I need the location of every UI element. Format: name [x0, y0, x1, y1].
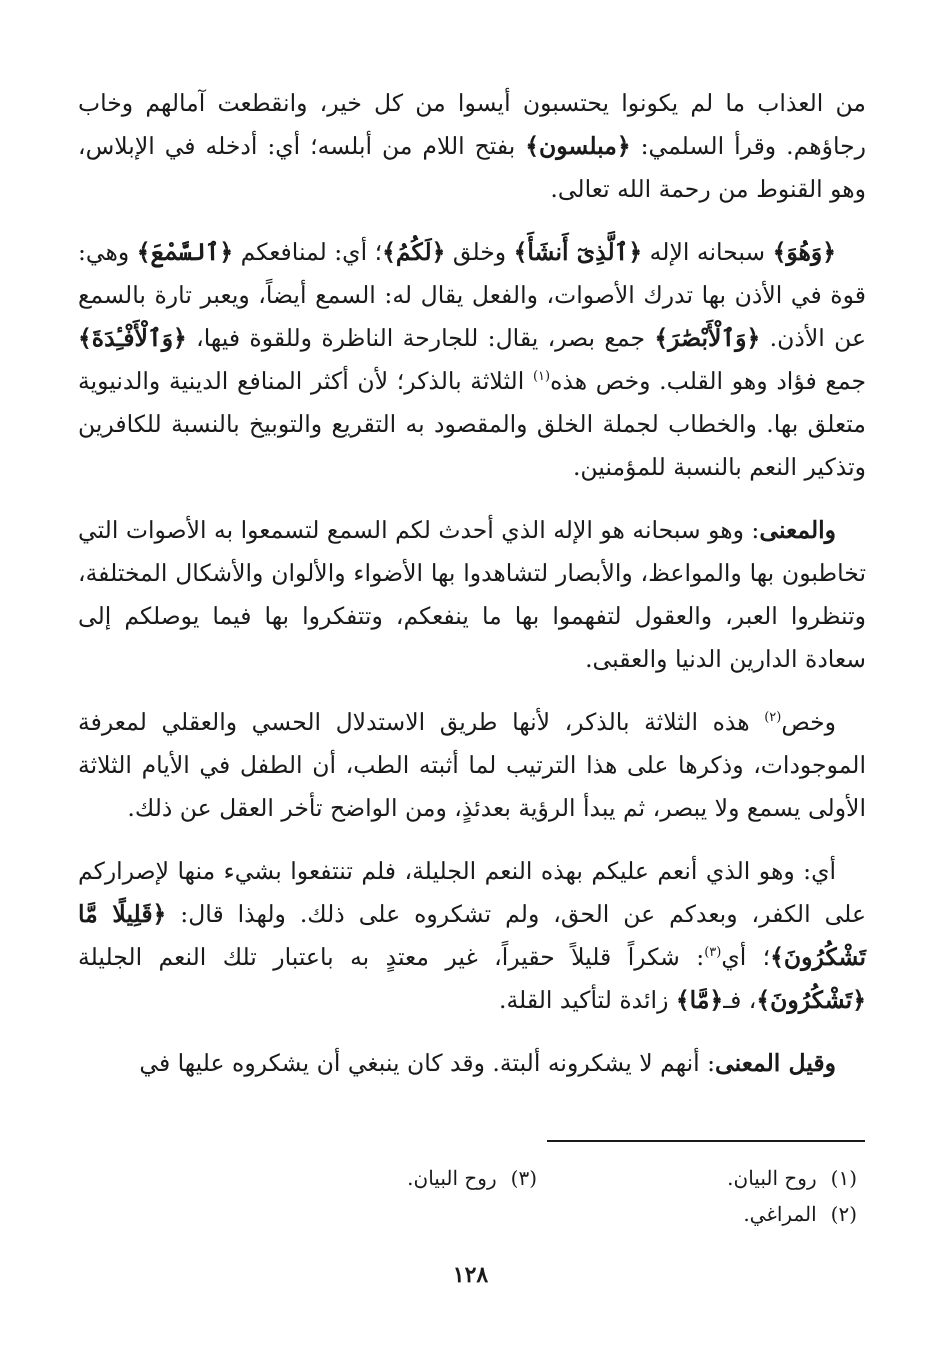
text-run: : شكراً قليلاً حقيراً، غير معتدٍ به باعتبار تلك النعم الجليلة: [78, 943, 705, 971]
footnote-number: (٣): [510, 1166, 537, 1190]
quran-quote: ﴿لَكُمُ﴾: [382, 238, 446, 266]
text-run: وخلق: [445, 238, 514, 266]
footnote-number: (٢): [830, 1202, 857, 1226]
text-run: من العذاب ما لم يكونوا يحتسبون أيسوا من كل خير، وانقطعت آمالهم وخاب رجاؤهم. وقرأ السلمي:: [78, 89, 866, 160]
footnote-ref: (١): [532, 369, 551, 385]
text-run: وخص: [781, 708, 836, 736]
quran-quote: ﴿ٱلسَّمْعَ﴾: [136, 238, 234, 266]
footnote-row-2: [217, 1196, 857, 1232]
text-run: ، فـ: [723, 986, 757, 1014]
quran-quote: ﴿ٱلَّذِىٓ أَنشَأَ﴾: [513, 238, 643, 266]
main-text: [78, 82, 866, 1085]
text-run: جمع فؤاد وهو القلب. وخص هذه: [550, 367, 867, 395]
bold-term: وقيل المعنى: [715, 1049, 836, 1077]
text-run: ؛ أي: لمنافعكم: [233, 238, 383, 266]
quran-quote: ﴿وَٱلْأَفْـِٔدَةَ﴾: [78, 324, 187, 352]
footnote-ref: (٢): [764, 710, 782, 726]
footnote-text: المراغي.: [743, 1202, 817, 1226]
footnote-text: روح البيان.: [407, 1166, 497, 1190]
text-run: ؛ أي: [721, 943, 771, 971]
paragraph-2: [78, 231, 866, 489]
quran-quote: ﴿تَشْكُرُونَ﴾: [756, 986, 866, 1014]
footnote-separator: [547, 1140, 865, 1142]
footnote-text: روح البيان.: [727, 1166, 817, 1190]
paragraph-4: [78, 701, 866, 830]
page-number: ١٢٨: [452, 1262, 489, 1288]
text-run: بفتح اللام من أبلسه؛ أي: أدخله في الإبلاس، وهو القنوط من رحمة الله تعالى.: [78, 132, 866, 203]
text-run: : أنهم لا يشكرونه ألبتة. وقد كان ينبغي أن يشكروه عليها في: [139, 1049, 716, 1077]
footnote-2: [537, 1196, 857, 1232]
quran-quote: ﴿وَٱلْأَبْصَٰرَ﴾: [654, 324, 761, 352]
quran-quote: ﴿مَّا﴾: [675, 986, 724, 1014]
footnotes: [217, 1160, 857, 1232]
bold-term: والمعنى: [759, 516, 836, 544]
footnote-1: [537, 1160, 857, 1196]
footnote-number: (١): [830, 1166, 857, 1190]
page-body: [78, 82, 866, 1105]
paragraph-5: [78, 850, 866, 1022]
text-run: الثلاثة بالذكر؛ لأن أكثر المنافع الدينية والدنيوية متعلق بها. والخطاب لجملة الخلق والمقصود به التقريع والتوبيخ بالنسبة للكافرين وتذكير النعم بالنسبة للمؤمنين.: [78, 367, 866, 481]
text-run: جمع بصر، يقال: للجارحة الناظرة وللقوة فيها،: [186, 324, 655, 352]
text-run: وهي: قوة في الأذن بها تدرك الأصوات، والفعل يقال له: السمع أيضاً، ويعبر تارة بالسمع عن الأذن.: [78, 238, 866, 352]
footnote-ref: (٣): [704, 945, 722, 961]
text-run: هذه الثلاثة بالذكر، لأنها طريق الاستدلال الحسي والعقلي لمعرفة الموجودات، وذكرها على هذا الترتيب لما أثبته الطب، أن الطفل في الأيام الثلاثة الأولى يسمع ولا يبصر، ثم يبدأ الرؤية بعدئذٍ، ومن الواضح تأخر العقل عن ذلك.: [78, 708, 866, 822]
text-run: : وهو سبحانه هو الإله الذي أحدث لكم السمع لتسمعوا به الأصوات التي تخاطبون بها والمواعظ، والأبصار لتشاهدوا بها الأضواء والألوان والأشكال المختلفة، وتنظروا العبر، والعقول لتفهموا بها ما ينفعكم، وتتفكروا بها فيما يوصلكم إلى سعادة الدارين الدنيا والعقبى.: [77, 516, 866, 673]
paragraph-3: [78, 509, 866, 681]
paragraph-6: [78, 1042, 866, 1085]
footnote-3: [217, 1160, 537, 1196]
footnote-row-1: [217, 1160, 857, 1196]
text-run: زائدة لتأكيد القلة.: [498, 986, 676, 1014]
text-run: سبحانه الإله: [642, 238, 773, 266]
quran-quote: ﴿مبلسون﴾: [525, 132, 631, 160]
quran-quote: ﴿وَهُوَ﴾: [772, 238, 837, 266]
quran-quote: ﴿قَلِيلًا مَّا تَشْكُرُونَ﴾: [78, 900, 866, 971]
paragraph-1: [78, 82, 866, 211]
text-run: أي: وهو الذي أنعم عليكم بهذه النعم الجليلة، فلم تنتفعوا بشيء منها لإصراركم على الكفر، وبعدكم عن الحق، ولم تشكروه على ذلك. ولهذا قال:: [78, 857, 866, 928]
